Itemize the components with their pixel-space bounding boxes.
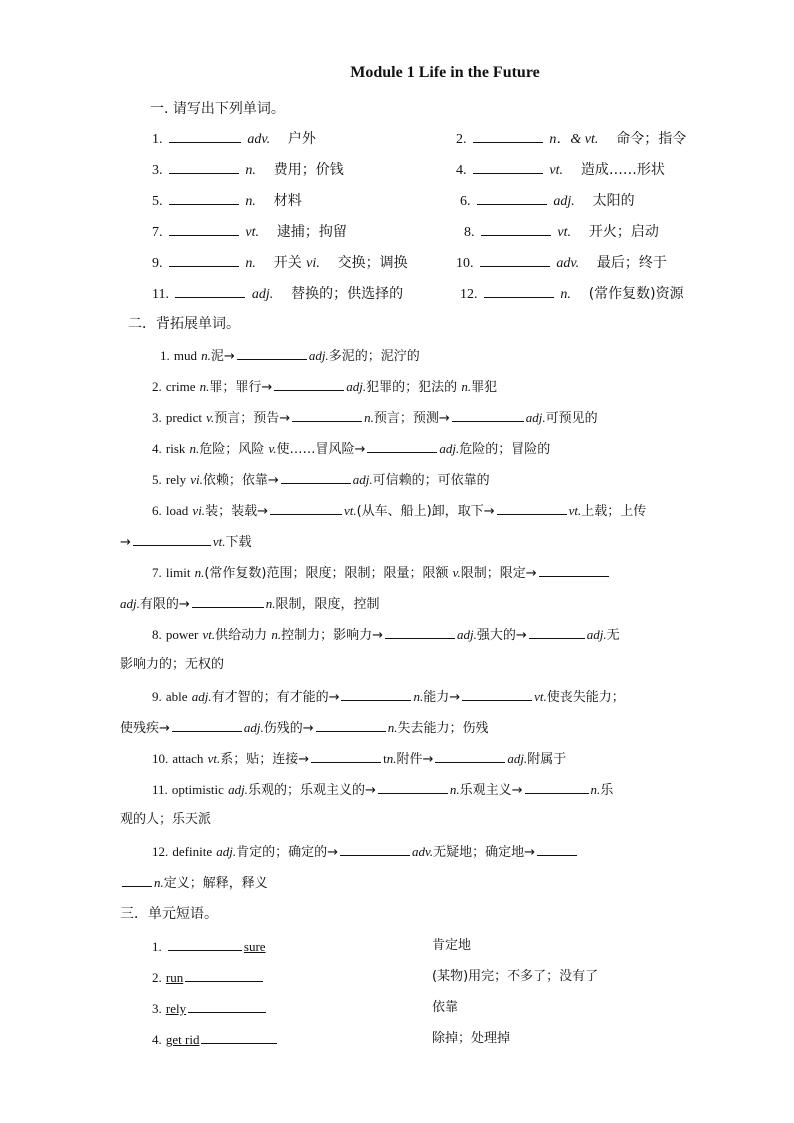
vocab-item: 5. n. 材料 [152,190,302,212]
answer-blank[interactable] [172,717,242,732]
answer-blank[interactable] [452,407,524,422]
vocab-item: 3. n. 费用；价钱 [152,159,344,181]
expand-item: 11. optimistic adj.乐观的；乐观主义的→ n.乐观主义→ n.乐 [152,779,613,801]
answer-blank[interactable] [525,779,589,794]
answer-blank[interactable] [539,562,609,577]
answer-blank[interactable] [169,252,239,267]
vocab-item: 2. n．& vt. 命令；指令 [456,128,686,150]
answer-blank[interactable] [169,190,239,205]
section2-heading: 二．背拓展单词。 [128,316,240,332]
phrase-meaning: 除掉；处理掉 [432,1031,511,1046]
answer-blank[interactable] [340,841,410,856]
answer-blank[interactable] [169,159,239,174]
phrase-meaning: 肯定地 [432,938,472,953]
expand-item-cont: adj.有限的→ n.限制，限度，控制 [120,593,380,615]
answer-blank[interactable] [367,438,437,453]
section1-heading: 一. 请写出下列单词。 [150,101,285,117]
answer-blank[interactable] [281,469,351,484]
expand-item: 4. risk n.危险；风险 v.使……冒风险→ adj.危险的；冒险的 [152,438,550,460]
vocab-item: 1. adv. 户外 [152,128,316,150]
answer-blank[interactable] [480,252,550,267]
phrase-item: 3. rely [152,998,268,1020]
page-title: Module 1 Life in the Future [350,64,540,81]
section3-heading: 三．单元短语。 [120,906,218,922]
answer-blank[interactable] [316,717,386,732]
answer-blank[interactable] [188,998,266,1013]
answer-blank[interactable] [529,624,585,639]
expand-item: 10. attach vt.系；贴；连接→ tn.附件→ adj.附属于 [152,748,566,770]
phrase-item: 2. run [152,967,265,989]
expand-item: 1. mud n.泥→ adj.多泥的；泥泞的 [160,345,420,367]
expand-item: 2. crime n.罪；罪行→ adj.犯罪的；犯法的 n.罪犯 [152,376,497,398]
answer-blank[interactable] [484,283,554,298]
vocab-item: 6. adj. 太阳的 [460,190,635,212]
answer-blank[interactable] [385,624,455,639]
vocab-item: 10. adv. 最后；终于 [456,252,667,274]
answer-blank[interactable] [292,407,362,422]
expand-item: 6. load vi.装；装载→ vt.(从车、船上)卸，取下→ vt.上载；上传 [152,500,646,522]
answer-blank[interactable] [537,841,577,856]
expand-item: 7. limit n.(常作复数)范围；限度；限制；限量；限额 v.限制；限定→ [152,562,611,584]
answer-blank[interactable] [169,221,239,236]
answer-blank[interactable] [122,872,152,887]
answer-blank[interactable] [237,345,307,360]
answer-blank[interactable] [169,128,241,143]
expand-item-cont: → vt.下载 [120,531,252,553]
expand-item: 5. rely vi.依赖；依靠→ adj.可信赖的；可依靠的 [152,469,490,491]
vocab-item: 4. vt. 造成……形状 [456,159,665,181]
answer-blank[interactable] [462,686,532,701]
answer-blank[interactable] [435,748,505,763]
vocab-item: 9. n. 开关 vi. 交换；调换 [152,252,408,274]
vocab-item: 8. vt. 开火；启动 [464,221,659,243]
expand-item: 3. predict v.预言；预告→ n.预言；预测→ adj.可预见的 [152,407,598,429]
vocab-item: 12. n. (常作复数)资源 [460,283,684,305]
answer-blank[interactable] [311,748,381,763]
answer-blank[interactable] [270,500,342,515]
vocab-item: 7. vt. 逮捕；拘留 [152,221,347,243]
expand-item: 12. definite adj.肯定的；确定的→ adv.无疑地；确定地→ [152,841,579,863]
answer-blank[interactable] [175,283,245,298]
answer-blank[interactable] [133,531,211,546]
answer-blank[interactable] [497,500,567,515]
answer-blank[interactable] [201,1029,277,1044]
answer-blank[interactable] [481,221,551,236]
answer-blank[interactable] [185,967,263,982]
answer-blank[interactable] [473,128,543,143]
answer-blank[interactable] [168,936,242,951]
expand-item-cont: n.定义；解释，释义 [120,872,268,894]
answer-blank[interactable] [192,593,264,608]
phrase-item: 4. get rid [152,1029,279,1051]
expand-item-cont: 影响力的；无权的 [120,657,225,672]
phrase-meaning: (某物)用完；不多了；没有了 [432,969,599,984]
answer-blank[interactable] [477,190,547,205]
expand-item: 8. power vt.供给动力 n.控制力；影响力→ adj.强大的→ adj.无 [152,624,620,646]
answer-blank[interactable] [378,779,448,794]
expand-item-cont: 观的人；乐天派 [120,812,212,827]
phrase-meaning: 依靠 [432,1000,459,1015]
phrase-item: 1. sure [152,936,266,958]
answer-blank[interactable] [341,686,411,701]
expand-item: 9. able adj.有才智的；有才能的→ n.能力→ vt.使丧失能力； [152,686,625,708]
answer-blank[interactable] [473,159,543,174]
vocab-item: 11. adj. 替换的；供选择的 [152,283,403,305]
answer-blank[interactable] [274,376,344,391]
expand-item-cont: 使残疾→ adj.伤残的→ n.失去能力；伤残 [120,717,488,739]
